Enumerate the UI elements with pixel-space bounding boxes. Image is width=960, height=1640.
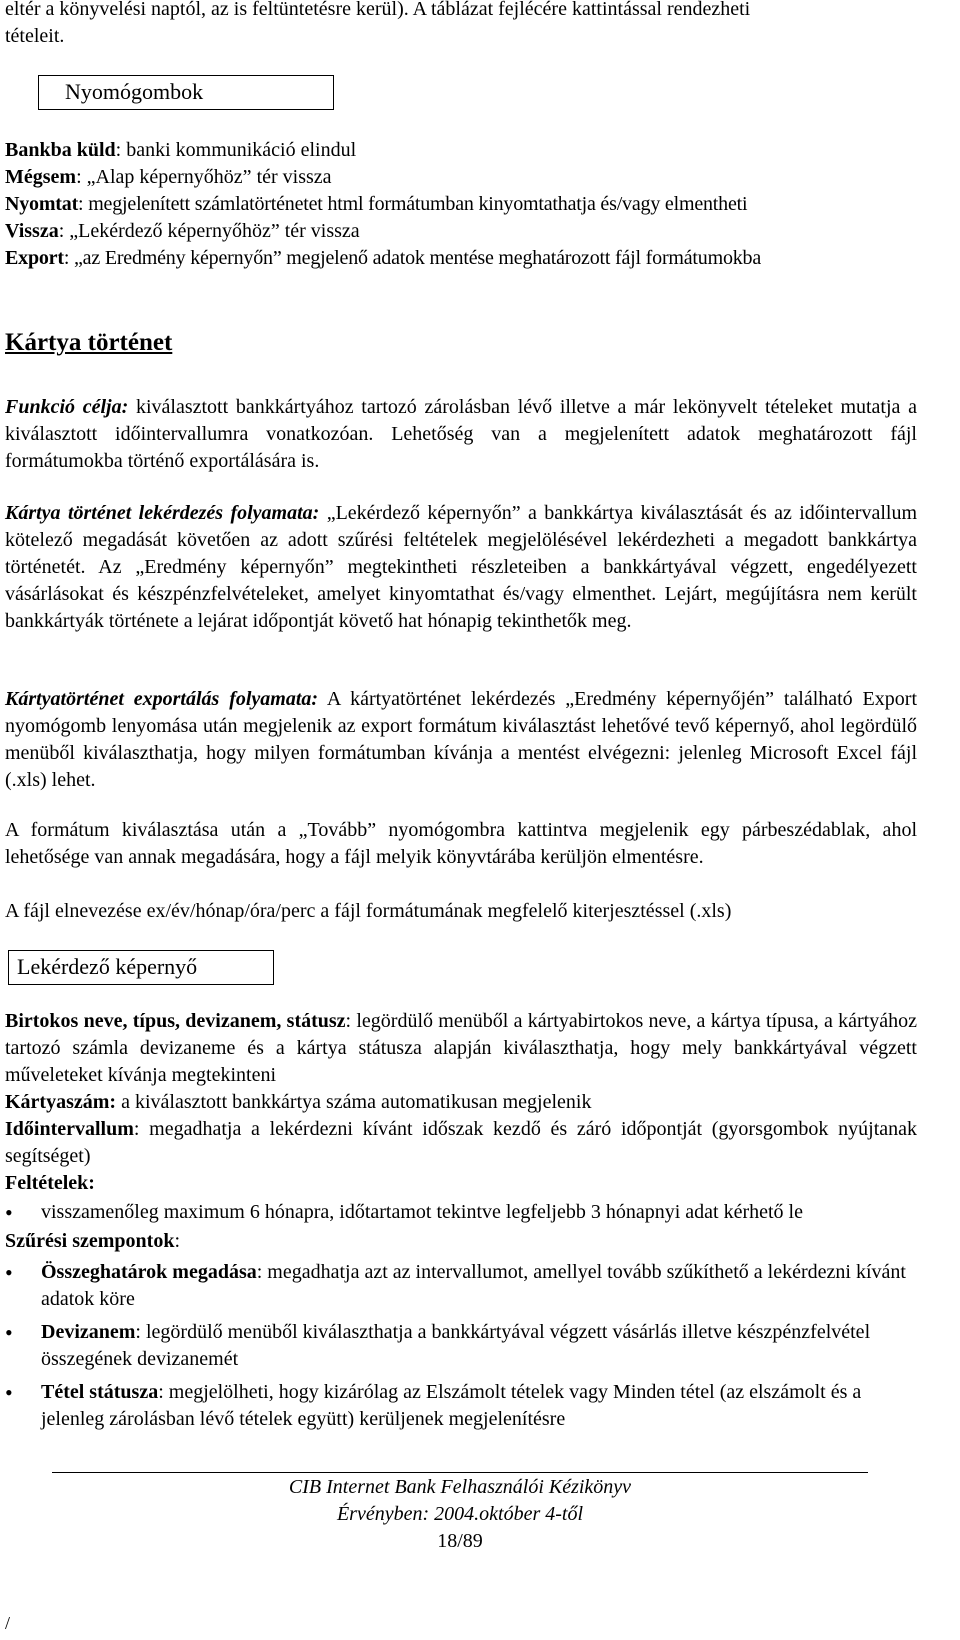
button-item: Export: „az Eredmény képernyőn” megjelenő adatok mentése meghatározott fájl formátumokba [5, 247, 762, 269]
naming-paragraph: A fájl elnevezése ex/év/hónap/óra/perc a fájl formátumának megfelelő kiterjesztéssel (.xls) [5, 900, 732, 922]
buttons-box-title: Nyomógombok [38, 75, 334, 110]
field-item: Időintervallum: megadhatja a lekérdezni kívánt időszak kezdő és záró időpontját (gyorsgombok nyújtanak segítséget) [5, 1118, 917, 1167]
filters-label: Szűrési szempontok: [5, 1230, 181, 1252]
section-title: Kártya történet [5, 329, 173, 356]
page-number: 18/89 [437, 1530, 483, 1552]
query-paragraph: Kártya történet lekérdezés folyamata: „Lekérdező képernyőn” a bankkártya kiválasztását és az időintervallum kötelező megadását követően az adott szűrési feltételek megjelölésével lekérdezheti a megadott bankkártya történetét. Az „Eredmény képernyőn” megtekintheti részleteiben a bankkártyával végzett, engedélyezett vásárlásokat és készpénzfelvételeket, amelyet kinyomtathat és/vagy elmenthet. Lejárt, megújításra nem került bankkártyák története a lejárat időpontját követő hat hónapig tekinthetők meg. [5, 502, 918, 632]
footer-divider [52, 1472, 868, 1473]
format-paragraph: A formátum kiválasztása után a „Tovább” nyomógombra kattintva megjelenik egy párbeszédablak, ahol lehetősége van annak megadására, hogy a fájl melyik könyvtárába kerüljön elmentésre. [5, 819, 917, 868]
button-item: Mégsem: „Alap képernyőhöz” tér vissza [5, 166, 332, 188]
conditions-list [5, 1199, 917, 1226]
query-fields [5, 1008, 917, 1433]
query-box-title: Lekérdező képernyő [8, 950, 274, 985]
button-item: Bankba küld: banki kommunikáció elindul [5, 139, 357, 161]
button-item: Nyomtat: megjelenített számlatörténetet html formátumban kinyomtathatja és/vagy elmentheti [5, 193, 748, 215]
export-paragraph: Kártyatörténet exportálás folyamata: A kártyatörténet lekérdezés „Eredmény képernyőjén” található Export nyomógomb lenyomása után megjelenik az export formátum kiválasztást lehetővé tevő képernyő, ahol legördülő menüből kiválaszthatja, hogy milyen formátumban kívánja a mentést elvégezni: jelenleg Microsoft Excel fájl (.xls) lehet. [5, 688, 917, 791]
conditions-label: Feltételek: [5, 1172, 95, 1194]
buttons-heading [5, 75, 334, 110]
footer-title: CIB Internet Bank Felhasználói Kézikönyv [288, 1476, 632, 1498]
list-item: • Tétel státusza: megjelölheti, hogy kizárólag az Elszámolt tételek vagy Minden tétel (az elszámolt és a jelenleg zárolásban lévő tételek együtt) kerüljenek megjelenítésre [5, 1379, 917, 1433]
intro-line-1: eltér a könyvelési naptól, az is feltüntetésre kerül). A táblázat fejlécére kattintással rendezheti [5, 0, 751, 20]
field-item: Birtokos neve, típus, devizanem, státusz: legördülő menüből a kártyabirtokos neve, a kártya típusa, a kártyához tartozó számla devizaneme és a kártya státusza alapján kiválaszthatja, hogy mely bankkártyával végzett műveleteket kívánja megtekinteni [5, 1010, 917, 1086]
field-item: Kártyaszám: a kiválasztott bankkártya száma automatikusan megjelenik [5, 1091, 592, 1113]
footer-validity: Érvényben: 2004.október 4-től [336, 1503, 584, 1525]
intro-line-2: tételeit. [5, 25, 65, 47]
list-item: • Devizanem: legördülő menüből kiválaszthatja a bankkártyával végzett vásárlás illetve készpénzfelvétel összegének devizanemét [5, 1319, 917, 1373]
button-item: Vissza: „Lekérdező képernyőhöz” tér vissza [5, 220, 360, 242]
button-descriptions [5, 137, 917, 272]
list-item: • Összeghatárok megadása: megadhatja azt az intervallumot, amellyel tovább szűkíthető a lekérdezni kívánt adatok köre [5, 1259, 917, 1313]
list-item: • visszamenőleg maximum 6 hónapra, időtartamot tekintve legfeljebb 3 hónapnyi adat kérhető le [5, 1199, 917, 1226]
filters-list [5, 1259, 917, 1433]
purpose-paragraph: Funkció célja: kiválasztott bankkártyához tartozó zárolásban lévő illetve a már lekönyvelt tételeket mutatja a kiválasztott időintervallumra vonatkozóan. Lehetőség van a megjelenített adatok meghatározott fájl formátumokba történő exportálására is. [5, 396, 918, 472]
query-screen-heading [8, 950, 274, 985]
intro-text [5, 0, 917, 50]
footer-mark: / [5, 1613, 11, 1633]
